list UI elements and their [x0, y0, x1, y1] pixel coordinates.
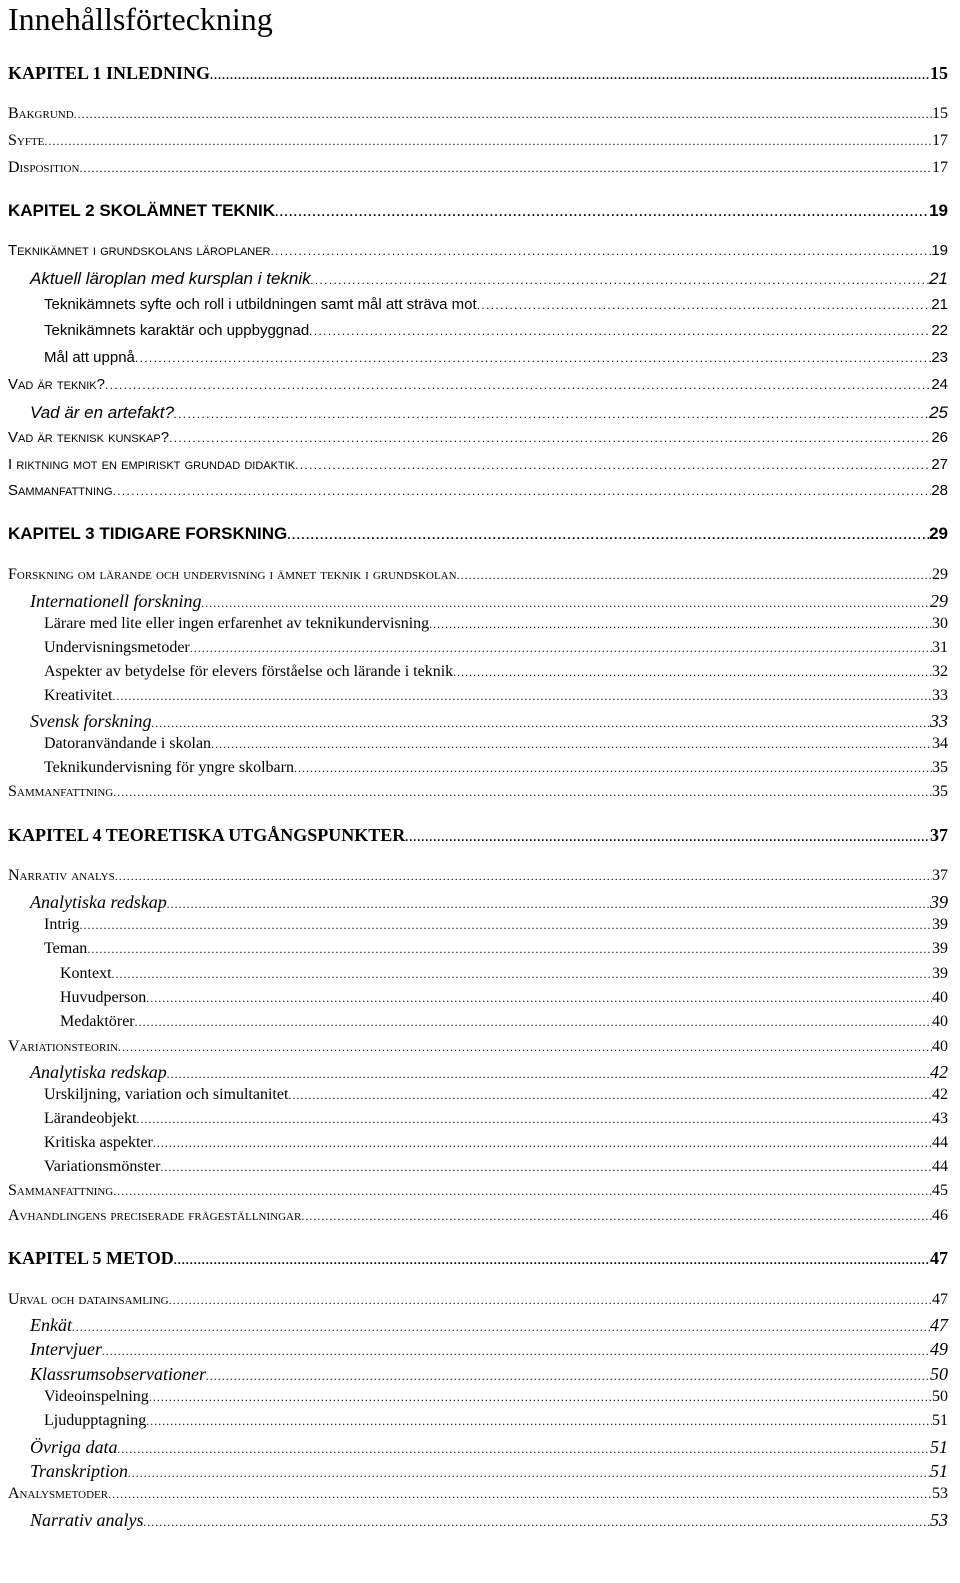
toc-entry[interactable]: [30, 1339, 948, 1363]
toc-entry[interactable]: [30, 892, 948, 916]
toc-page-number: 40: [932, 1013, 948, 1030]
toc-leader-dots: [144, 1515, 930, 1530]
toc-entry-title: I riktning mot en empiriskt grundad didaktik: [8, 456, 296, 473]
toc-entry[interactable]: [30, 1364, 948, 1388]
toc-entry-title: Vad är en artefakt?: [30, 403, 174, 422]
toc-leader-dots: [311, 273, 929, 287]
toc-entry-title: Kreativitet: [44, 687, 113, 704]
toc-entry-title: Klassrumsobservationer: [30, 1364, 207, 1384]
toc-entry-title: Avhandlingens preciserade frågeställningar: [8, 1207, 302, 1224]
toc-entry[interactable]: [8, 201, 948, 225]
toc-entry[interactable]: [44, 663, 948, 687]
toc-entry-title: Huvudperson: [60, 989, 147, 1006]
toc-page-number: 30: [932, 615, 948, 632]
toc-leader-dots: [453, 665, 932, 680]
toc-entry[interactable]: [60, 1013, 948, 1037]
toc-entry-title: Enkät: [30, 1315, 72, 1335]
toc-entry[interactable]: [30, 1510, 948, 1534]
toc-entry-title: Narrativ analys: [8, 867, 115, 884]
toc-page-number: 27: [931, 456, 948, 473]
toc-entry[interactable]: [30, 1315, 948, 1339]
toc-entry-title: Intrig: [44, 916, 80, 933]
toc-entry[interactable]: [8, 242, 948, 266]
toc-entry[interactable]: [8, 159, 948, 183]
toc-entry[interactable]: [30, 269, 948, 293]
toc-entry-title: Kontext: [60, 965, 112, 982]
toc-leader-dots: [457, 568, 932, 583]
toc-leader-dots: [112, 967, 932, 982]
toc-leader-dots: [271, 244, 932, 258]
toc-entry-title: Vad är teknisk kunskap?: [8, 429, 170, 446]
toc-entry[interactable]: [8, 429, 948, 453]
toc-entry-title: Videoinspelning: [44, 1388, 149, 1405]
toc-entry-title: Narrativ analys: [30, 1510, 144, 1530]
toc-entry[interactable]: [8, 63, 948, 87]
toc-entry-title: Sammanfattning: [8, 1182, 114, 1199]
toc-entry[interactable]: [44, 322, 948, 346]
toc-leader-dots: [167, 897, 930, 912]
toc-entry-title: Analytiska redskap: [30, 1062, 167, 1082]
toc-page-number: 50: [932, 1388, 948, 1405]
toc-page-number: 19: [929, 201, 948, 220]
toc-leader-dots: [174, 407, 929, 421]
toc-page-number: 37: [932, 867, 948, 884]
toc-entry[interactable]: [30, 403, 948, 427]
toc-page-number: 39: [932, 916, 948, 933]
toc-leader-dots: [405, 830, 930, 845]
toc-leader-dots: [118, 1442, 931, 1457]
toc-page-number: 33: [930, 711, 948, 731]
toc-page-number: 33: [932, 687, 948, 704]
toc-entry-title: KAPITEL 2 SKOLÄMNET TEKNIK: [8, 201, 275, 220]
toc-leader-dots: [113, 785, 932, 800]
toc-entry[interactable]: [8, 132, 948, 156]
toc-page-number: 17: [932, 159, 948, 176]
toc-entry-title: Teman: [44, 940, 88, 957]
toc-entry-title: KAPITEL 3 TIDIGARE FORSKNING: [8, 524, 288, 543]
toc-leader-dots: [74, 107, 932, 122]
toc-page-number: 49: [930, 1339, 948, 1359]
toc-entry[interactable]: [8, 482, 948, 506]
toc-page-number: 42: [932, 1086, 948, 1103]
toc-leader-dots: [275, 205, 929, 219]
toc-entry-title: Medaktörer: [60, 1013, 135, 1030]
toc-entry-title: Datoranvändande i skolan: [44, 735, 212, 752]
toc-page-number: 39: [930, 892, 948, 912]
toc-page-number: 51: [930, 1461, 948, 1481]
toc-entry[interactable]: [8, 566, 948, 590]
toc-entry-title: Variationsmönster: [44, 1158, 161, 1175]
toc-leader-dots: [149, 1390, 932, 1405]
toc-entry-title: KAPITEL 4 TEORETISKA UTGÅNGSPUNKTER: [8, 825, 406, 845]
toc-entry[interactable]: [44, 1134, 948, 1158]
toc-page-number: 37: [930, 825, 948, 845]
toc-leader-dots: [112, 689, 932, 704]
toc-entry-title: Teknikundervisning för yngre skolbarn: [44, 759, 294, 776]
toc-page-number: 35: [932, 783, 948, 800]
toc-leader-dots: [294, 761, 932, 776]
toc-entry-title: Analysmetoder: [8, 1485, 109, 1502]
toc-entry-title: Svensk forskning: [30, 711, 152, 731]
toc-page-number: 15: [932, 105, 948, 122]
toc-leader-dots: [146, 1414, 932, 1429]
toc-entry[interactable]: [60, 989, 948, 1013]
toc-leader-dots: [105, 378, 931, 392]
toc-entry[interactable]: [8, 1182, 948, 1206]
toc-entry-title: Internationell forskning: [30, 591, 202, 611]
toc-entry[interactable]: [30, 711, 948, 735]
toc-entry[interactable]: [8, 867, 948, 891]
toc-page-number: 19: [931, 242, 948, 259]
toc-page-number: 40: [932, 989, 948, 1006]
toc-entry[interactable]: [44, 1412, 948, 1436]
toc-leader-dots: [167, 1067, 930, 1082]
toc-entry[interactable]: [8, 783, 948, 807]
toc-entry[interactable]: [8, 376, 948, 400]
toc-entry[interactable]: [8, 524, 948, 548]
toc-page-number: 43: [932, 1110, 948, 1127]
toc-entry[interactable]: [44, 940, 948, 964]
toc-entry[interactable]: [8, 825, 948, 849]
toc-page-number: 53: [930, 1510, 948, 1530]
toc-leader-dots: [210, 68, 930, 83]
toc-entry-title: Variationsteorin: [8, 1038, 118, 1055]
toc-leader-dots: [477, 298, 932, 312]
toc-entry-title: KAPITEL 5 METOD: [8, 1248, 174, 1268]
toc-page-number: 45: [932, 1182, 948, 1199]
toc-page-number: 47: [930, 1248, 948, 1268]
toc-leader-dots: [79, 161, 932, 176]
toc-entry[interactable]: [44, 1158, 948, 1182]
toc-entry[interactable]: [8, 1207, 948, 1231]
toc-page-number: 44: [932, 1134, 948, 1151]
toc-entry-title: Teknikämnets syfte och roll i utbildningen samt mål att sträva mot: [44, 296, 477, 313]
toc-page-number: 15: [930, 63, 948, 83]
toc-leader-dots: [102, 1344, 930, 1359]
toc-page-number: 47: [930, 1315, 948, 1335]
toc-leader-dots: [118, 1040, 932, 1055]
toc-entry[interactable]: [8, 1485, 948, 1509]
toc-page-number: 50: [930, 1364, 948, 1384]
toc-page-number: 42: [930, 1062, 948, 1082]
toc-page-number: 35: [932, 759, 948, 776]
toc-entry-title: Undervisningsmetoder: [44, 639, 190, 656]
toc-entry-title: Disposition: [8, 159, 80, 176]
toc-entry[interactable]: [30, 591, 948, 615]
toc-entry-title: Bakgrund: [8, 105, 74, 122]
toc-page-number: 34: [932, 735, 948, 752]
toc-page-number: 51: [930, 1437, 948, 1457]
toc-leader-dots: [169, 1293, 932, 1308]
toc-leader-dots: [288, 1088, 932, 1103]
toc-leader-dots: [115, 869, 932, 884]
toc-entry-title: Lärare med lite eller ingen erfarenhet av teknikundervisning: [44, 615, 430, 632]
toc-leader-dots: [429, 617, 932, 632]
toc-leader-dots: [80, 918, 932, 933]
toc-page-number: 39: [932, 965, 948, 982]
toc-leader-dots: [190, 641, 932, 656]
toc-entry[interactable]: [30, 1461, 948, 1485]
toc-leader-dots: [211, 737, 932, 752]
toc-leader-dots: [72, 1320, 930, 1335]
toc-entry-title: Vad är teknik?: [8, 376, 105, 393]
toc-entry-title: Kritiska aspekter: [44, 1134, 153, 1151]
toc-entry[interactable]: [44, 916, 948, 940]
toc-entry-title: Ljudupptagning: [44, 1412, 147, 1429]
toc-page-number: 23: [931, 349, 948, 366]
toc-leader-dots: [108, 1487, 932, 1502]
toc-page-number: 51: [932, 1412, 948, 1429]
toc-leader-dots: [206, 1369, 930, 1384]
toc-leader-dots: [287, 528, 929, 542]
toc-entry-title: Intervjuer: [30, 1339, 102, 1359]
toc-entry[interactable]: [44, 615, 948, 639]
toc-page-number: 26: [931, 429, 948, 446]
toc-page-number: 21: [931, 296, 948, 313]
toc-page-number: 46: [932, 1207, 948, 1224]
toc-entry-title: Analytiska redskap: [30, 892, 167, 912]
toc-entry-title: Sammanfattning: [8, 783, 114, 800]
toc-entry[interactable]: [44, 735, 948, 759]
toc-page-number: 32: [932, 663, 948, 680]
toc-entry-title: Urval och datainsamling: [8, 1291, 169, 1308]
toc-entry[interactable]: [44, 639, 948, 663]
toc-leader-dots: [136, 1112, 932, 1127]
toc-entry[interactable]: [44, 296, 948, 320]
toc-entry-title: Forskning om lärande och undervisning i ämnet teknik i grundskolan: [8, 566, 457, 583]
toc-page-number: 28: [931, 482, 948, 499]
toc-entry-title: Aspekter av betydelse för elevers förståelse och lärande i teknik: [44, 663, 454, 680]
toc-leader-dots: [295, 458, 931, 472]
toc-entry[interactable]: [8, 456, 948, 480]
toc-leader-dots: [174, 1253, 930, 1268]
toc-leader-dots: [169, 431, 931, 445]
toc-entry[interactable]: [8, 1248, 948, 1272]
toc-entry[interactable]: [44, 1086, 948, 1110]
toc-page-number: 29: [930, 591, 948, 611]
toc-entry[interactable]: [30, 1437, 948, 1461]
toc-entry-title: Teknikämnets karaktär och uppbyggnad: [44, 322, 310, 339]
toc-page-number: 25: [929, 403, 948, 422]
toc-page-number: 29: [929, 524, 948, 543]
toc-entry[interactable]: [60, 965, 948, 989]
toc-leader-dots: [151, 716, 930, 731]
toc-page-number: 47: [932, 1291, 948, 1308]
toc-page-number: 24: [931, 376, 948, 393]
toc-entry-title: KAPITEL 1 INLEDNING: [8, 63, 211, 83]
page-title: Innehållsförteckning: [8, 1, 273, 37]
toc-leader-dots: [135, 351, 931, 365]
toc-entry[interactable]: [44, 349, 948, 373]
toc-page-number: 21: [929, 269, 948, 288]
toc-entry-title: Aktuell läroplan med kursplan i teknik: [30, 269, 311, 288]
toc-leader-dots: [135, 1015, 932, 1030]
toc-leader-dots: [160, 1160, 932, 1175]
toc-entry[interactable]: [30, 1062, 948, 1086]
toc-page-number: 29: [932, 566, 948, 583]
toc-leader-dots: [113, 1184, 932, 1199]
toc-leader-dots: [44, 134, 932, 149]
toc-leader-dots: [113, 484, 932, 498]
toc-entry[interactable]: [44, 1110, 948, 1134]
toc-page-number: 40: [932, 1038, 948, 1055]
toc-page-number: 44: [932, 1158, 948, 1175]
toc-page-number: 22: [931, 322, 948, 339]
toc-entry[interactable]: [8, 1038, 948, 1062]
toc-leader-dots: [309, 324, 931, 338]
toc-entry-title: Urskiljning, variation och simultanitet: [44, 1086, 289, 1103]
toc-page-number: 39: [932, 940, 948, 957]
toc-entry[interactable]: [8, 1291, 948, 1315]
toc-entry[interactable]: [44, 759, 948, 783]
toc-entry-title: Övriga data: [30, 1437, 118, 1457]
toc-entry[interactable]: [44, 1388, 948, 1412]
toc-leader-dots: [146, 991, 932, 1006]
toc-entry-title: Teknikämnet i grundskolans läroplaner: [8, 242, 271, 259]
toc-page-number: 17: [932, 132, 948, 149]
toc-entry-title: Transkription: [30, 1461, 129, 1481]
toc-leader-dots: [87, 942, 932, 957]
toc-entry-title: Sammanfattning: [8, 482, 113, 499]
toc-leader-dots: [201, 596, 930, 611]
toc-entry[interactable]: [44, 687, 948, 711]
toc-entry[interactable]: [8, 105, 948, 129]
toc-page-number: 53: [932, 1485, 948, 1502]
toc-page-number: 31: [932, 639, 948, 656]
toc-entry-title: Lärandeobjekt: [44, 1110, 137, 1127]
toc-entry-title: Syfte: [8, 132, 45, 149]
toc-entry-title: Mål att uppnå: [44, 349, 135, 366]
toc-leader-dots: [153, 1136, 932, 1151]
toc-leader-dots: [301, 1209, 932, 1224]
toc-leader-dots: [128, 1466, 930, 1481]
